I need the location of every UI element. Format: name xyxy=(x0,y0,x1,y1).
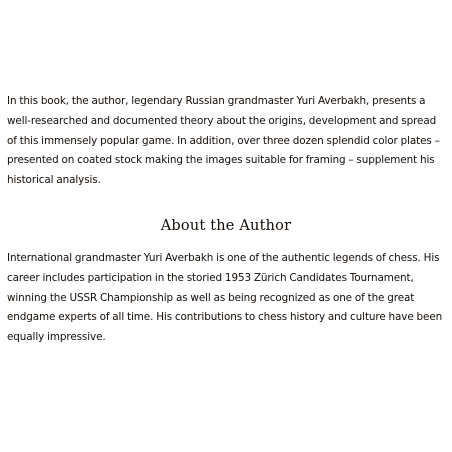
about-author-heading: About the Author xyxy=(160,218,292,234)
about-author-paragraph: International grandmaster Yuri Averbakh is one of the authentic legends of chess. His career includes participation in the storied 1953 Zürich Candidates Tournament, winning the USSR Championship as well as being recognized as one of the great endgame experts of all time. His contributions to chess history and culture have been equally impressive. xyxy=(7,252,443,344)
intro-paragraph: In this book, the author, legendary Russian grandmaster Yuri Averbakh, presents a well-researched and documented theory about the origins, development and spread of this immensely popular game. In addition, over three dozen splendid color plates – presented on coated stock making the images suitable for framing – supplement his historical analysis. xyxy=(7,95,440,187)
